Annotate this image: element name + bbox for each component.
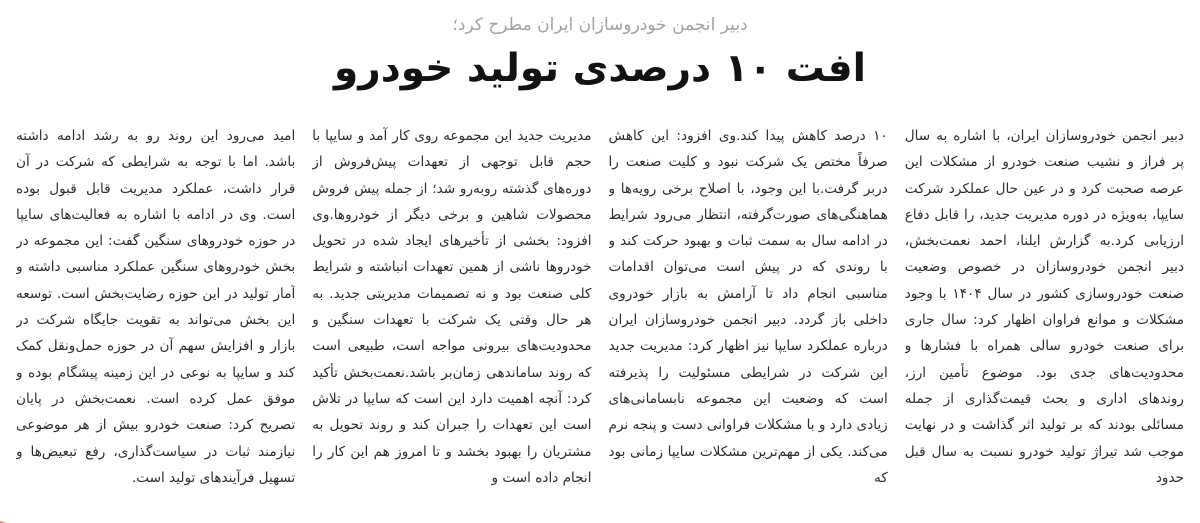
article-body	[16, 123, 1184, 507]
article-column-1: دبیر انجمن خودروسازان ایران، با اشاره به سال پر فراز و نشیب صنعت خودرو از مشکلات این عرصه صحبت کرد و در عین حال عملکرد شرکت سایپا، به‌ویژه در دوره مدیریت جدید، را قابل دفاع ارزیابی کرد.به گزارش ایلنا، احمد نعمت‌بخش، دبیر انجمن خودروسازان در خصوص وضعیت صنعت خودروسازی کشور در سال ۱۴۰۴ با وجود مشکلات و موانع فراوان اظهار کرد: سال جاری برای صنعت خودرو سالی همراه با فشارها و محدودیت‌های جدی بود. موضوع تأمین ارز، روندهای اداری و بحث قیمت‌گذاری از جمله مسائلی بودند که بر تولید اثر گذاشت و در نهایت موجب شد تیراژ تولید خودرو نسبت به سال قبل حدود	[904, 128, 1184, 486]
article-column-3: مدیریت جدید این مجموعه روی کار آمد و سایپا با حجم قابل توجهی از تعهدات پیش‌فروش از دوره‌های گذشته روبه‌رو شد؛ از جمله پیش فروش محصولات شاهین و برخی دیگر از خودروها.وی افزود: بخشی از تأخیرهای ایجاد شده در تحویل خودروها ناشی از همین تعهدات انباشته و شرایط کلی صنعت بود و نه تصمیمات مدیریتی جدید. به هر حال وقتی یک شرکت با تعهدات سنگین و محدودیت‌های بیرونی مواجه است، طبیعی است که روند ساماندهی زمان‌بر باشد.نعمت‌بخش تأکید کرد: آنچه اهمیت دارد این است که سایپا در تلاش است این تعهدات را جبران کند و روند تحویل به مشتریان را بهبود بخشد و تا امروز هم این کار را انجام داده است و	[312, 128, 592, 486]
article-header	[0, 0, 1200, 93]
article-headline: افت ۱۰ درصدی تولید خودرو	[334, 46, 866, 91]
article-column-2: ۱۰ درصد کاهش پیدا کند.وی افزود: این کاهش صرفاً مختص یک شرکت نبود و کلیت صنعت را دربر گرفت.با این وجود، با اصلاح برخی رویه‌ها و هماهنگی‌های صورت‌گرفته، انتظار می‌رود شرایط در ادامه سال به سمت ثبات و بهبود حرکت کند و با روندی که در پیش است می‌توان اقدامات مناسبی انجام داد تا آرامش به بازار خودروی داخلی باز گردد. دبیر انجمن خودروسازان ایران درباره عملکرد سایپا نیز اظهار کرد: مدیریت جدید این شرکت در شرایطی مسئولیت را پذیرفته است که وضعیت این مجموعه نابسامانی‌های زیادی دارد و با مشکلات فراوانی دست و پنجه نرم می‌کند. یکی از مهم‌ترین مشکلات سایپا زمانی بود که	[608, 128, 888, 486]
article-kicker: دبیر انجمن خودروسازان ایران مطرح کرد؛	[452, 15, 748, 35]
article-column-4: امید می‌رود این روند رو به رشد ادامه داشته باشد. اما با توجه به شرایطی که شرکت در آن قرار داشت، عملکرد مدیریت قابل قبول بوده است. وی در ادامه با اشاره به فعالیت‌های سایپا در حوزه خودروهای سنگین گفت: این مجموعه در بخش خودروهای سنگین عملکرد مناسبی داشته و آمار تولید در این حوزه رضایت‌بخش است. توسعه این بخش می‌تواند به تقویت جایگاه شرکت در بازار و افزایش سهم آن در حوزه حمل‌ونقل کمک کند و سایپا به نوعی در این زمینه پیشگام بوده و موفق عمل کرده است. نعمت‌بخش در پایان تصریح کرد: صنعت خودرو بیش از هر موضوعی نیازمند ثبات در سیاست‌گذاری، رفع تبعیض‌ها و تسهیل فرآیندهای تولید است.	[16, 128, 296, 486]
